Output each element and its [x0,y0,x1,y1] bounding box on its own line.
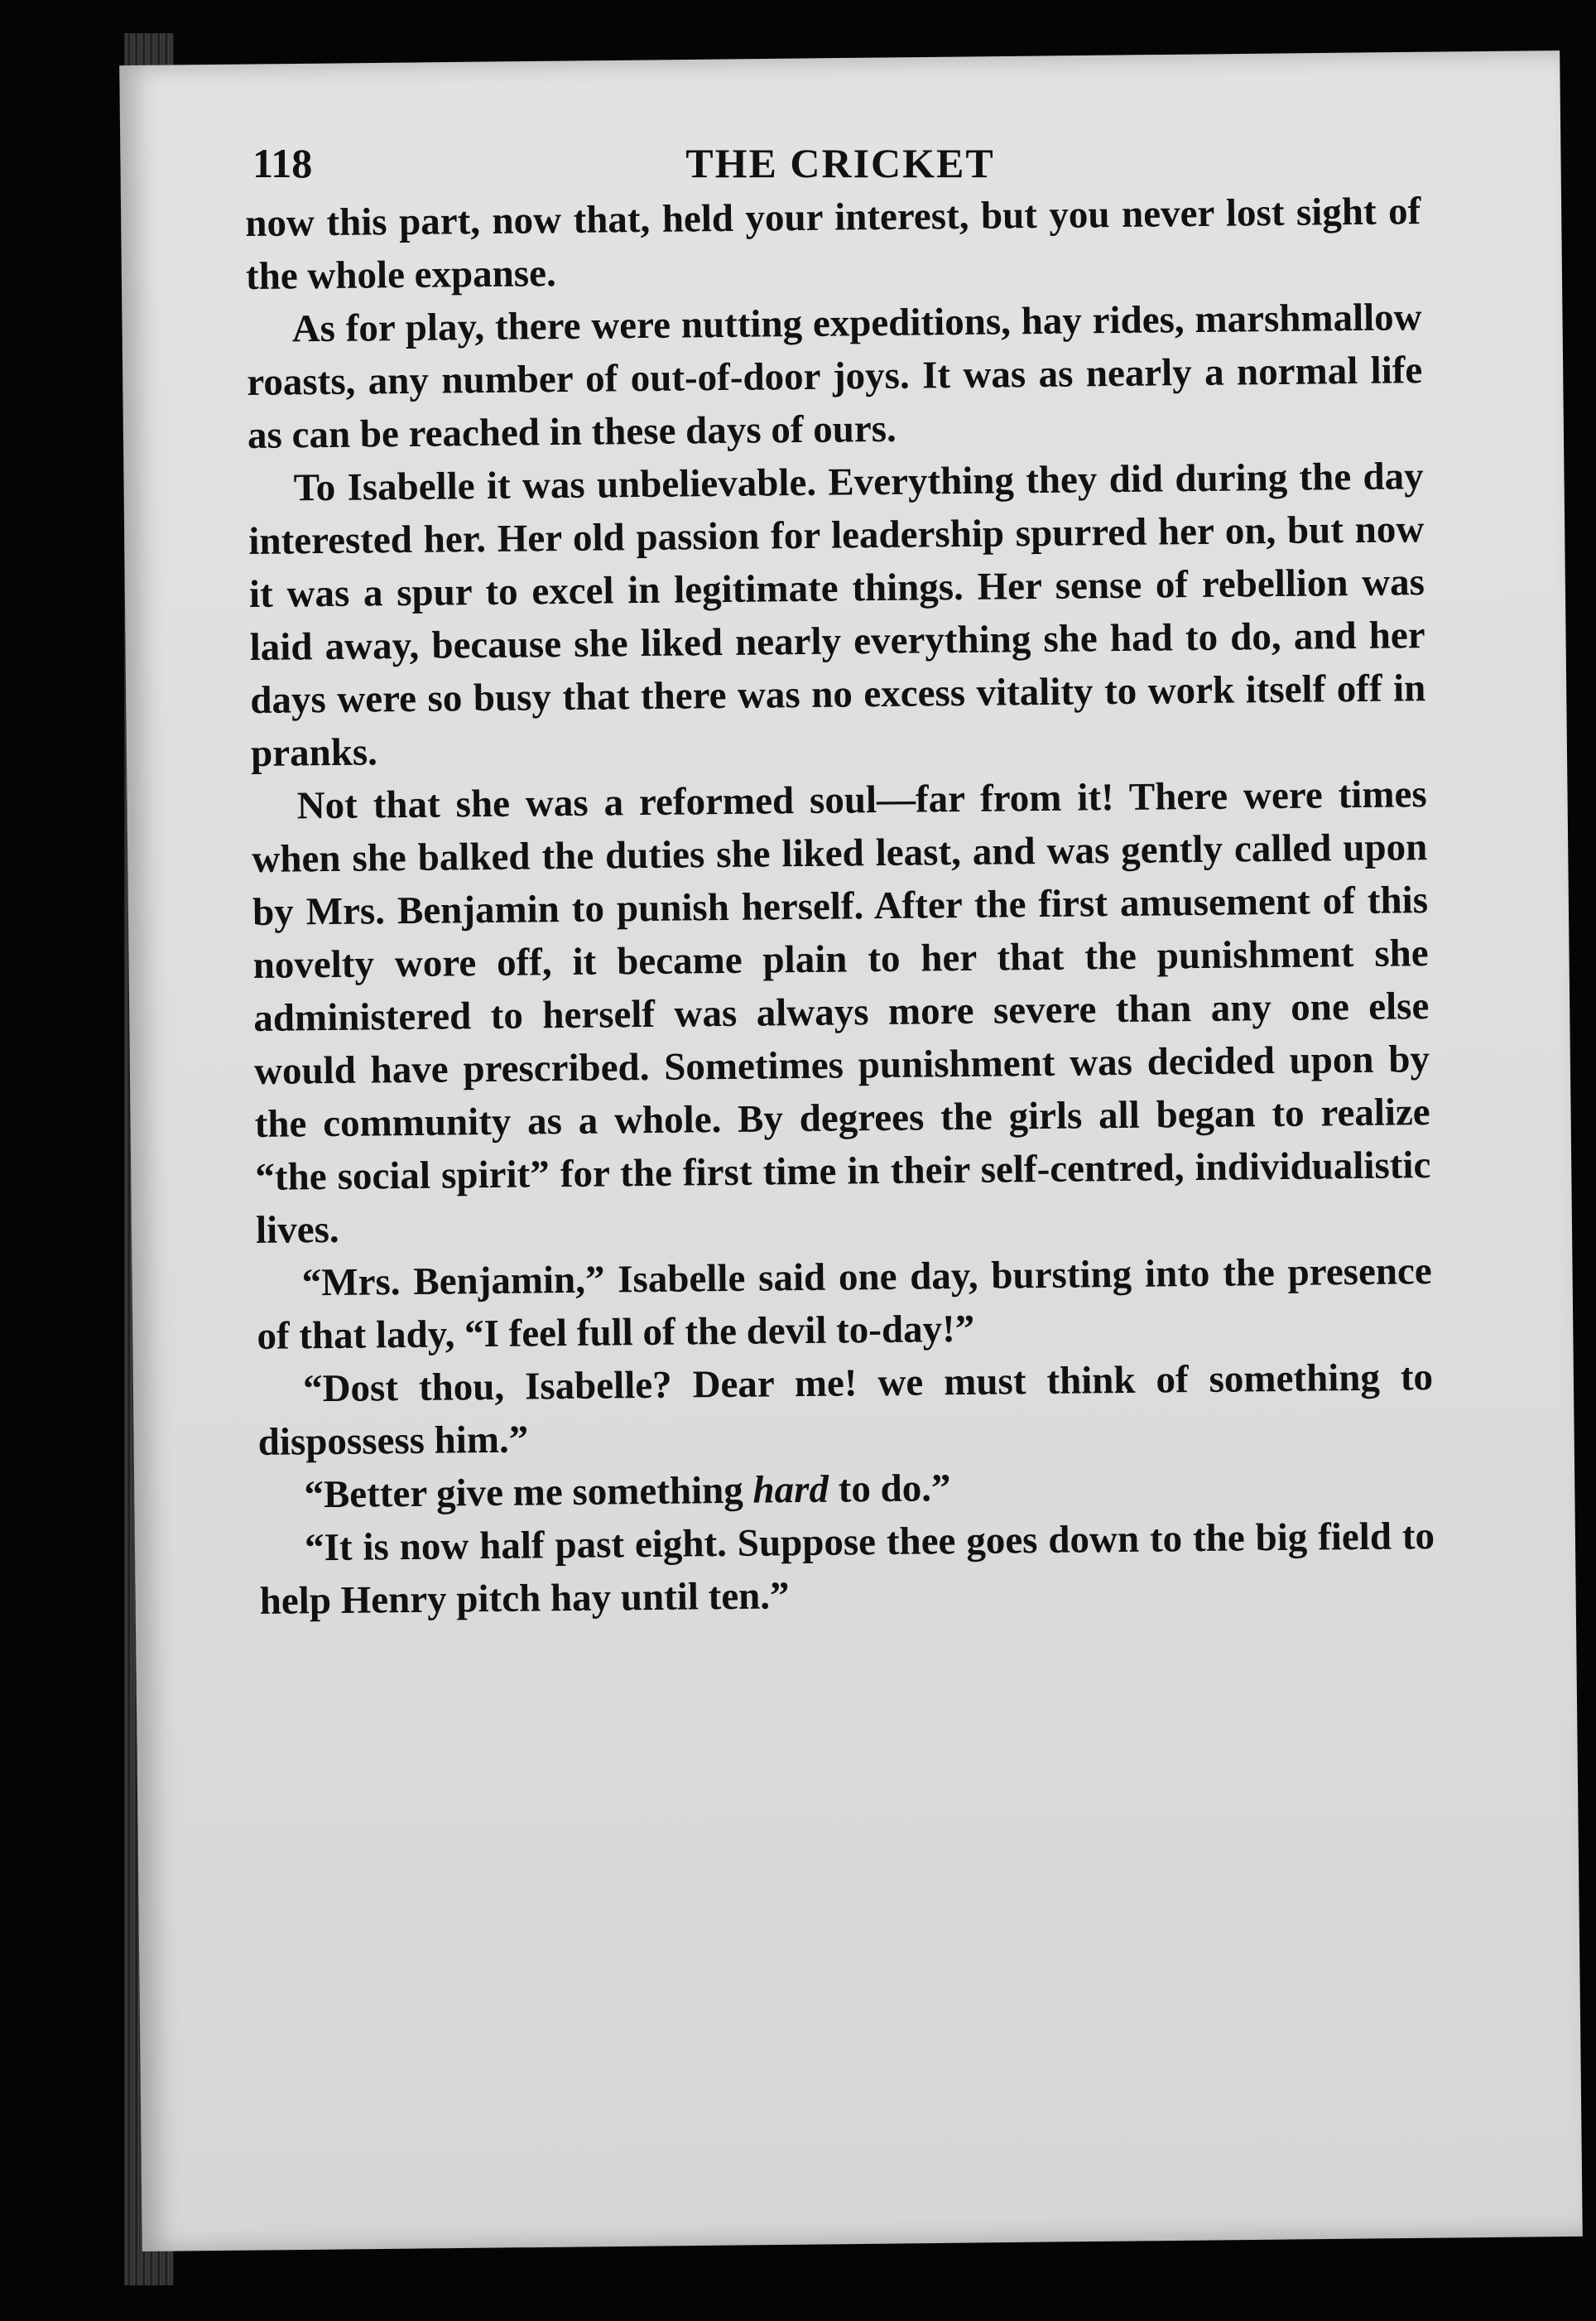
body-text [245,185,1435,1628]
paragraph-continuation: now this part, now that, held your interest, but you never lost sight of the whole expanse. [245,190,1421,298]
dialogue-text-after: to do.” [828,1466,951,1511]
paragraph-dialogue-hay: “It is now half past eight. Suppose thee goes down to the big field to help Henry pitch hay until ten.” [259,1514,1435,1623]
dialogue-text-before: “Better give me something [304,1468,753,1517]
paragraph-play: As for play, there were nutting expeditions, hay rides, marshmallow roasts, any number of out-of-door joys. It was as nearly a normal life as can be reached in these days of ours. [247,296,1423,457]
dialogue-emphasis: hard [752,1467,829,1512]
paragraph-dialogue-benjamin: “Dost thou, Isabelle? Dear me! we must think of something to dispossess him.” [257,1356,1434,1464]
paragraph-isabelle: To Isabelle it was unbelievable. Everything they did during the day interested her. Her old passion for leadership spurred her on, but now it was a spur to excel in legitimate things. Her sense of rebellion was laid away, because she liked nearly everything she had to do, and her days were so busy that there was no excess vitality to work itself off in pranks. [248,455,1426,775]
book-title: THE CRICKET [685,140,995,186]
page-number: 118 [252,140,313,186]
paragraph-dialogue-isabelle: “Mrs. Benjamin,” Isabelle said one day, bursting into the presence of that lady, “I feel full of the devil to-day!” [257,1250,1432,1358]
paragraph-reformed-soul: Not that she was a reformed soul—far from it! There were times when she balked the duties she liked least, and was gently called upon by Mrs. Benjamin to punish herself. After the first amusement of this novelty wore off, it became plain to her that the punishment she administered to herself was always more severe than any one else would have prescribed. Sometimes punishment was decided upon by the community as a whole. By degrees the girls all began to realize “the social spirit” for the first time in their self-centred, individualistic lives. [252,773,1431,1252]
